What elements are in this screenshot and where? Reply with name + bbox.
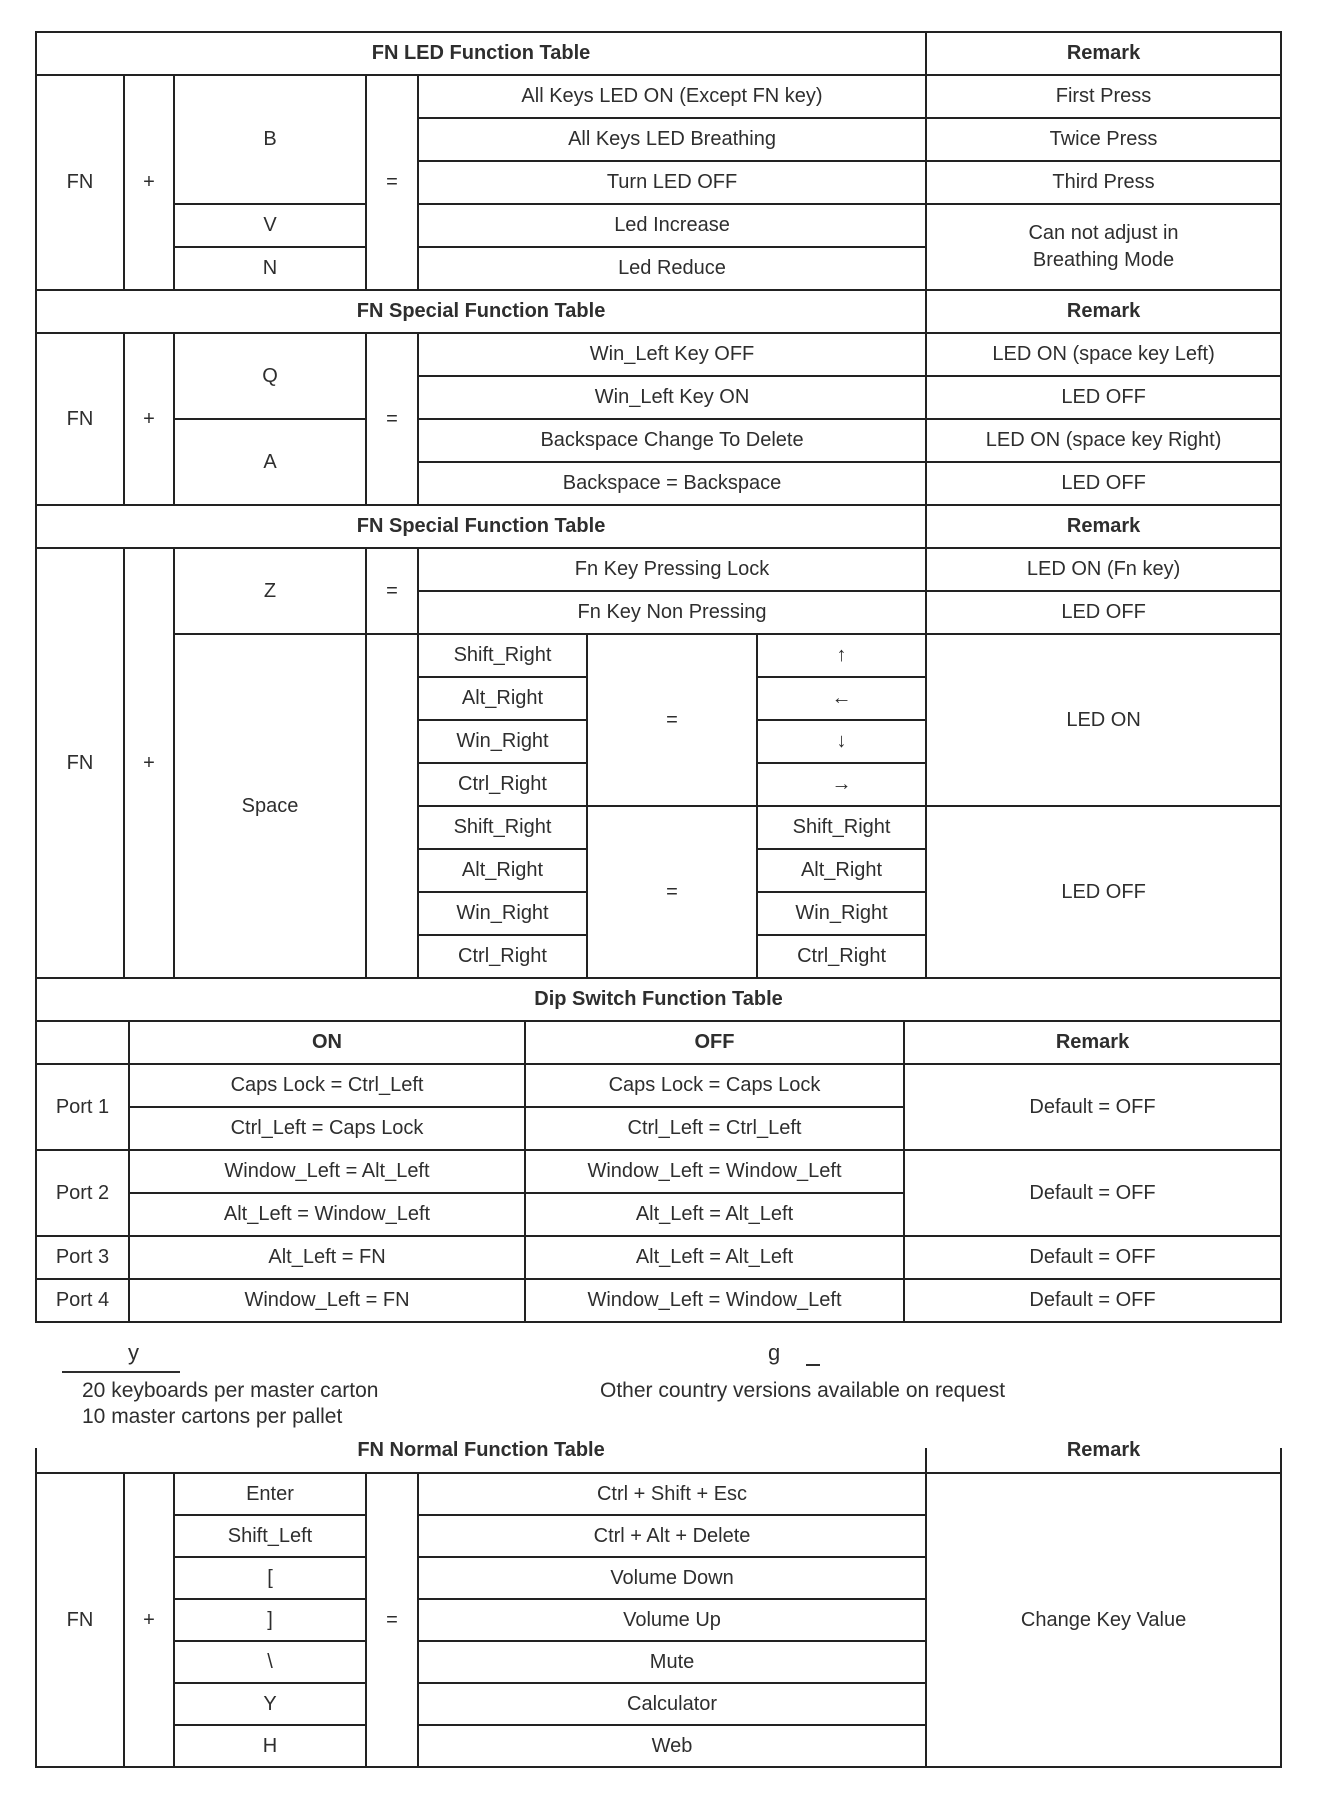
spacer-cell — [366, 634, 418, 978]
function-cell: Win_Left Key ON — [418, 376, 926, 419]
on-cell: Window_Left = Alt_Left — [129, 1150, 525, 1193]
key-cell: A — [174, 419, 366, 505]
target-key-cell: Win_Right — [757, 892, 926, 935]
source-key-cell: Win_Right — [418, 720, 587, 763]
remark-header: Remark — [926, 1448, 1281, 1473]
table-row — [36, 333, 1281, 376]
table-row — [36, 204, 1281, 247]
clipped-text-fragment — [806, 1364, 820, 1366]
table-title: FN Special Function Table — [36, 505, 926, 548]
off-cell: Window_Left = Window_Left — [525, 1279, 904, 1322]
remark-header: Remark — [904, 1021, 1281, 1064]
key-cell: Q — [174, 333, 366, 419]
function-cell: Backspace = Backspace — [418, 462, 926, 505]
remark-header: Remark — [926, 505, 1281, 548]
port-header — [36, 1021, 129, 1064]
clipped-text-fragment: g — [768, 1340, 781, 1365]
key-cell: B — [174, 75, 366, 204]
table-row — [36, 1279, 1281, 1322]
function-cell: Fn Key Non Pressing — [418, 591, 926, 634]
function-cell: Calculator — [418, 1683, 926, 1725]
equals-cell: = — [366, 1473, 418, 1767]
table-title: FN Normal Function Table — [36, 1448, 926, 1473]
remark-cell: Can not adjust in Breathing Mode — [926, 204, 1281, 290]
port-cell: Port 2 — [36, 1150, 129, 1236]
plus-cell: + — [124, 75, 174, 290]
function-cell: Led Reduce — [418, 247, 926, 290]
port-cell: Port 4 — [36, 1279, 129, 1322]
source-key-cell: Shift_Right — [418, 806, 587, 849]
table-row — [36, 1150, 1281, 1193]
remark-cell: LED OFF — [926, 806, 1281, 978]
fn-key-cell: FN — [36, 333, 124, 505]
table-row — [36, 634, 1281, 677]
key-cell: Z — [174, 548, 366, 634]
source-key-cell: Ctrl_Right — [418, 935, 587, 978]
remark-cell: LED ON (space key Right) — [926, 419, 1281, 462]
off-cell: Alt_Left = Alt_Left — [525, 1236, 904, 1279]
target-key-cell: Shift_Right — [757, 806, 926, 849]
clipped-text-fragment — [62, 1371, 180, 1373]
target-key-cell: → — [757, 763, 926, 806]
remark-cell: Default = OFF — [904, 1150, 1281, 1236]
fn-key-cell: FN — [36, 548, 124, 978]
target-key-cell: ← — [757, 677, 926, 720]
off-header: OFF — [525, 1021, 904, 1064]
function-cell: Volume Down — [418, 1557, 926, 1599]
key-cell: Y — [174, 1683, 366, 1725]
remark-cell: LED OFF — [926, 591, 1281, 634]
table-row — [36, 548, 1281, 591]
fn-special-function-table-2 — [35, 504, 1282, 979]
table-header-row — [36, 290, 1281, 333]
source-key-cell: Alt_Right — [418, 849, 587, 892]
packing-note-line2: 10 master cartons per pallet — [82, 1405, 343, 1428]
table-title: FN Special Function Table — [36, 290, 926, 333]
remark-header: Remark — [926, 290, 1281, 333]
off-cell: Window_Left = Window_Left — [525, 1150, 904, 1193]
target-key-cell: ↑ — [757, 634, 926, 677]
plus-cell: + — [124, 1473, 174, 1767]
port-cell: Port 3 — [36, 1236, 129, 1279]
remark-cell: Default = OFF — [904, 1279, 1281, 1322]
key-cell: H — [174, 1725, 366, 1767]
on-cell: Ctrl_Left = Caps Lock — [129, 1107, 525, 1150]
function-cell: All Keys LED Breathing — [418, 118, 926, 161]
table-row — [36, 1236, 1281, 1279]
key-cell: Space — [174, 634, 366, 978]
key-cell: N — [174, 247, 366, 290]
table-header-row — [36, 1448, 1281, 1473]
equals-cell: = — [587, 806, 757, 978]
function-cell: Turn LED OFF — [418, 161, 926, 204]
fn-special-function-table-1 — [35, 289, 1282, 506]
remark-cell: LED OFF — [926, 462, 1281, 505]
remark-cell: First Press — [926, 75, 1281, 118]
on-cell: Window_Left = FN — [129, 1279, 525, 1322]
remark-cell: LED ON — [926, 634, 1281, 806]
source-key-cell: Alt_Right — [418, 677, 587, 720]
port-cell: Port 1 — [36, 1064, 129, 1150]
function-cell: Ctrl + Alt + Delete — [418, 1515, 926, 1557]
remark-cell: LED ON (space key Left) — [926, 333, 1281, 376]
remark-cell: Third Press — [926, 161, 1281, 204]
key-cell: Shift_Left — [174, 1515, 366, 1557]
target-key-cell: Alt_Right — [757, 849, 926, 892]
dip-switch-function-table — [35, 977, 1282, 1323]
remark-cell: LED OFF — [926, 376, 1281, 419]
remark-cell: Twice Press — [926, 118, 1281, 161]
remark-cell: LED ON (Fn key) — [926, 548, 1281, 591]
source-key-cell: Shift_Right — [418, 634, 587, 677]
fn-key-cell: FN — [36, 1473, 124, 1767]
equals-cell: = — [587, 634, 757, 806]
function-cell: Volume Up — [418, 1599, 926, 1641]
remark-cell: Default = OFF — [904, 1236, 1281, 1279]
table-row — [36, 1473, 1281, 1515]
table-title: FN LED Function Table — [36, 32, 926, 75]
table-header-row — [36, 505, 1281, 548]
packing-note-line1: 20 keyboards per master carton — [82, 1379, 379, 1402]
off-cell: Alt_Left = Alt_Left — [525, 1193, 904, 1236]
equals-cell: = — [366, 548, 418, 634]
remark-cell: Default = OFF — [904, 1064, 1281, 1150]
table-row — [36, 1064, 1281, 1107]
source-key-cell: Ctrl_Right — [418, 763, 587, 806]
function-cell: Led Increase — [418, 204, 926, 247]
table-row — [36, 419, 1281, 462]
off-cell: Ctrl_Left = Ctrl_Left — [525, 1107, 904, 1150]
target-key-cell: Ctrl_Right — [757, 935, 926, 978]
key-cell: [ — [174, 1557, 366, 1599]
fn-normal-function-table — [35, 1439, 1282, 1768]
table-title: Dip Switch Function Table — [36, 978, 1281, 1021]
key-cell: V — [174, 204, 366, 247]
table-header-row — [36, 978, 1281, 1021]
key-cell: Enter — [174, 1473, 366, 1515]
fn-led-function-table — [35, 31, 1282, 291]
on-cell: Caps Lock = Ctrl_Left — [129, 1064, 525, 1107]
source-key-cell: Win_Right — [418, 892, 587, 935]
table-header-row — [36, 32, 1281, 75]
remark-cell: Change Key Value — [926, 1473, 1281, 1767]
key-cell: \ — [174, 1641, 366, 1683]
on-cell: Alt_Left = FN — [129, 1236, 525, 1279]
column-header-row — [36, 1021, 1281, 1064]
remark-header: Remark — [926, 32, 1281, 75]
clipped-text-fragment: y — [128, 1340, 139, 1365]
equals-cell: = — [366, 333, 418, 505]
equals-cell: = — [366, 75, 418, 290]
function-cell: Backspace Change To Delete — [418, 419, 926, 462]
on-cell: Alt_Left = Window_Left — [129, 1193, 525, 1236]
fn-key-cell: FN — [36, 75, 124, 290]
plus-cell: + — [124, 333, 174, 505]
on-header: ON — [129, 1021, 525, 1064]
off-cell: Caps Lock = Caps Lock — [525, 1064, 904, 1107]
function-cell: Web — [418, 1725, 926, 1767]
function-cell: Win_Left Key OFF — [418, 333, 926, 376]
target-key-cell: ↓ — [757, 720, 926, 763]
versions-note: Other country versions available on request — [600, 1379, 1006, 1402]
key-cell: ] — [174, 1599, 366, 1641]
table-row — [36, 75, 1281, 118]
function-cell: Ctrl + Shift + Esc — [418, 1473, 926, 1515]
function-cell: All Keys LED ON (Except FN key) — [418, 75, 926, 118]
function-cell: Fn Key Pressing Lock — [418, 548, 926, 591]
plus-cell: + — [124, 548, 174, 978]
function-cell: Mute — [418, 1641, 926, 1683]
